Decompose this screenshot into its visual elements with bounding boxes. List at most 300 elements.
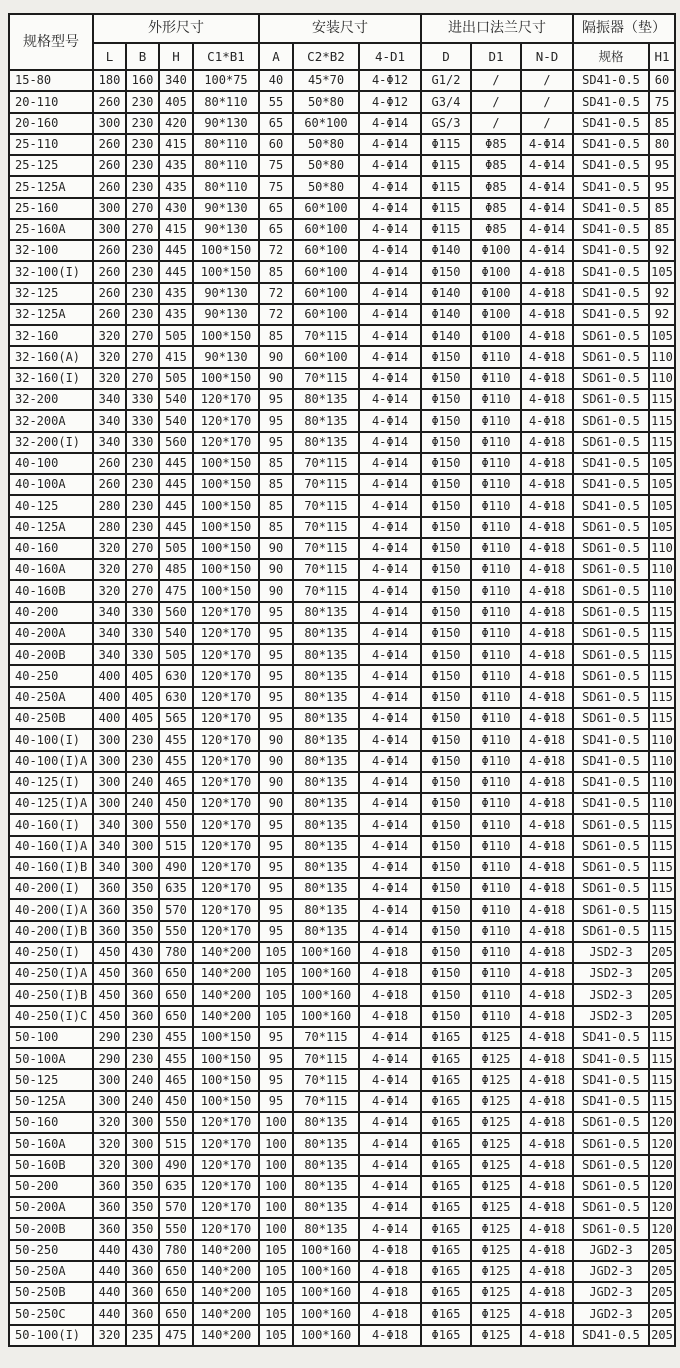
value-cell: 450 xyxy=(93,942,126,963)
value-cell: 110 xyxy=(649,729,675,750)
model-cell: 50-250 xyxy=(9,1240,93,1261)
table-row xyxy=(9,1325,675,1346)
value-cell: 95 xyxy=(259,410,293,431)
value-cell: 4-Φ14 xyxy=(359,1197,421,1218)
value-cell: 90 xyxy=(259,772,293,793)
model-cell: 40-200(I)B xyxy=(9,921,93,942)
model-cell: 40-250 xyxy=(9,665,93,686)
table-row xyxy=(9,580,675,601)
value-cell: 80*135 xyxy=(293,432,359,453)
value-cell: 505 xyxy=(159,538,193,559)
value-cell: 340 xyxy=(93,623,126,644)
header-col-B: B xyxy=(126,43,159,70)
value-cell: 4-Φ18 xyxy=(521,729,573,750)
value-cell: Φ125 xyxy=(471,1261,521,1282)
model-cell: 32-125A xyxy=(9,304,93,325)
value-cell: 4-Φ14 xyxy=(359,1155,421,1176)
value-cell: 440 xyxy=(93,1303,126,1324)
value-cell: Φ150 xyxy=(421,751,471,772)
value-cell: 80*135 xyxy=(293,793,359,814)
value-cell: 4-Φ18 xyxy=(521,899,573,920)
value-cell: 260 xyxy=(93,453,126,474)
value-cell: Φ110 xyxy=(471,921,521,942)
value-cell: 420 xyxy=(159,113,193,134)
value-cell: 4-Φ18 xyxy=(521,580,573,601)
value-cell: 300 xyxy=(93,1069,126,1090)
value-cell: 4-Φ14 xyxy=(521,155,573,176)
value-cell: 120*170 xyxy=(193,836,259,857)
value-cell: 350 xyxy=(126,921,159,942)
value-cell: 120*170 xyxy=(193,899,259,920)
model-cell: 40-250(I)A xyxy=(9,963,93,984)
value-cell: 320 xyxy=(93,368,126,389)
value-cell: JGD2-3 xyxy=(573,1282,649,1303)
value-cell: SD61-0.5 xyxy=(573,346,649,367)
value-cell: 4-Φ14 xyxy=(359,1069,421,1090)
value-cell: 120*170 xyxy=(193,644,259,665)
value-cell: 630 xyxy=(159,665,193,686)
value-cell: Φ110 xyxy=(471,942,521,963)
value-cell: Φ150 xyxy=(421,1006,471,1027)
value-cell: 230 xyxy=(126,453,159,474)
value-cell: 650 xyxy=(159,1282,193,1303)
value-cell: 4-Φ18 xyxy=(521,793,573,814)
table-row xyxy=(9,899,675,920)
value-cell: 4-Φ18 xyxy=(521,772,573,793)
value-cell: 320 xyxy=(93,1112,126,1133)
value-cell: 230 xyxy=(126,240,159,261)
value-cell: Φ140 xyxy=(421,283,471,304)
table-row xyxy=(9,346,675,367)
value-cell: 240 xyxy=(126,793,159,814)
value-cell: 115 xyxy=(649,708,675,729)
value-cell: 70*115 xyxy=(293,1069,359,1090)
model-cell: 40-200 xyxy=(9,602,93,623)
table-row xyxy=(9,984,675,1005)
value-cell: 300 xyxy=(126,836,159,857)
value-cell: 60*100 xyxy=(293,198,359,219)
value-cell: 540 xyxy=(159,623,193,644)
value-cell: 95 xyxy=(259,921,293,942)
value-cell: Φ85 xyxy=(471,176,521,197)
value-cell: Φ125 xyxy=(471,1325,521,1346)
value-cell: 4-Φ18 xyxy=(521,389,573,410)
value-cell: 80*135 xyxy=(293,1218,359,1239)
value-cell: 290 xyxy=(93,1048,126,1069)
value-cell: 100*150 xyxy=(193,1091,259,1112)
value-cell: 70*115 xyxy=(293,559,359,580)
value-cell: Φ100 xyxy=(471,304,521,325)
model-cell: 50-125A xyxy=(9,1091,93,1112)
value-cell: 290 xyxy=(93,1027,126,1048)
value-cell: Φ150 xyxy=(421,623,471,644)
value-cell: 140*200 xyxy=(193,984,259,1005)
table-row xyxy=(9,1197,675,1218)
value-cell: 230 xyxy=(126,283,159,304)
value-cell: 4-Φ18 xyxy=(521,261,573,282)
value-cell: 400 xyxy=(93,687,126,708)
value-cell: 115 xyxy=(649,644,675,665)
value-cell: 4-Φ14 xyxy=(359,687,421,708)
value-cell: SD61-0.5 xyxy=(573,410,649,431)
value-cell: SD41-0.5 xyxy=(573,198,649,219)
value-cell: 4-Φ18 xyxy=(521,751,573,772)
table-row xyxy=(9,1133,675,1154)
value-cell: 4-Φ14 xyxy=(359,729,421,750)
value-cell: 340 xyxy=(93,644,126,665)
value-cell: 95 xyxy=(259,1069,293,1090)
value-cell: 50*80 xyxy=(293,91,359,112)
value-cell: 4-Φ14 xyxy=(359,368,421,389)
value-cell: 4-Φ18 xyxy=(521,602,573,623)
value-cell: 80*135 xyxy=(293,708,359,729)
value-cell: 4-Φ14 xyxy=(521,198,573,219)
value-cell: 320 xyxy=(93,346,126,367)
value-cell: Φ150 xyxy=(421,921,471,942)
table-header xyxy=(9,14,675,70)
value-cell: SD41-0.5 xyxy=(573,793,649,814)
header-group-flange-dimensions: 进出口法兰尺寸 xyxy=(421,14,573,43)
value-cell: 4-Φ18 xyxy=(359,1282,421,1303)
value-cell: 240 xyxy=(126,1069,159,1090)
value-cell: 300 xyxy=(126,1155,159,1176)
model-cell: 40-100(I) xyxy=(9,729,93,750)
value-cell: 70*115 xyxy=(293,474,359,495)
value-cell: 160 xyxy=(126,70,159,91)
value-cell: 4-Φ18 xyxy=(521,1325,573,1346)
value-cell: Φ140 xyxy=(421,304,471,325)
value-cell: 120*170 xyxy=(193,602,259,623)
value-cell: 120*170 xyxy=(193,1112,259,1133)
value-cell: 90*130 xyxy=(193,346,259,367)
value-cell: SD41-0.5 xyxy=(573,261,649,282)
value-cell: 70*115 xyxy=(293,580,359,601)
value-cell: 120*170 xyxy=(193,1197,259,1218)
table-row xyxy=(9,474,675,495)
value-cell: 100*150 xyxy=(193,474,259,495)
value-cell: 60 xyxy=(649,70,675,91)
value-cell: 120 xyxy=(649,1218,675,1239)
value-cell: 80*135 xyxy=(293,751,359,772)
value-cell: 120*170 xyxy=(193,793,259,814)
value-cell: 70*115 xyxy=(293,1027,359,1048)
value-cell: 105 xyxy=(649,495,675,516)
spec-table xyxy=(8,13,676,1347)
value-cell: 260 xyxy=(93,91,126,112)
table-row xyxy=(9,1027,675,1048)
value-cell: 260 xyxy=(93,304,126,325)
value-cell: 4-Φ12 xyxy=(359,91,421,112)
model-cell: 32-125 xyxy=(9,283,93,304)
value-cell: JSD2-3 xyxy=(573,963,649,984)
model-cell: 40-160(I)A xyxy=(9,836,93,857)
value-cell: 100 xyxy=(259,1112,293,1133)
value-cell: 110 xyxy=(649,368,675,389)
value-cell: JSD2-3 xyxy=(573,984,649,1005)
header-sub-row xyxy=(9,43,675,70)
model-cell: 15-80 xyxy=(9,70,93,91)
value-cell: 100*75 xyxy=(193,70,259,91)
value-cell: 120*170 xyxy=(193,857,259,878)
value-cell: 4-Φ14 xyxy=(359,580,421,601)
value-cell: 4-Φ18 xyxy=(521,1027,573,1048)
value-cell: 230 xyxy=(126,91,159,112)
value-cell: SD41-0.5 xyxy=(573,283,649,304)
model-cell: 40-125(I)A xyxy=(9,793,93,814)
value-cell: 300 xyxy=(126,1112,159,1133)
value-cell: 415 xyxy=(159,346,193,367)
value-cell: Φ150 xyxy=(421,389,471,410)
model-cell: 40-250B xyxy=(9,708,93,729)
value-cell: 455 xyxy=(159,729,193,750)
value-cell: Φ165 xyxy=(421,1133,471,1154)
value-cell: 60*100 xyxy=(293,346,359,367)
value-cell: 4-Φ14 xyxy=(521,240,573,261)
value-cell: 80*135 xyxy=(293,1133,359,1154)
value-cell: 85 xyxy=(649,113,675,134)
value-cell: 4-Φ18 xyxy=(521,1069,573,1090)
value-cell: 105 xyxy=(259,942,293,963)
value-cell: 405 xyxy=(126,708,159,729)
value-cell: / xyxy=(521,70,573,91)
value-cell: 4-Φ14 xyxy=(359,602,421,623)
table-row xyxy=(9,453,675,474)
value-cell: 100*160 xyxy=(293,942,359,963)
value-cell: 445 xyxy=(159,474,193,495)
value-cell: 120 xyxy=(649,1112,675,1133)
value-cell: 80 xyxy=(649,134,675,155)
value-cell: 85 xyxy=(649,219,675,240)
value-cell: 120*170 xyxy=(193,1176,259,1197)
model-cell: 40-100A xyxy=(9,474,93,495)
value-cell: 85 xyxy=(259,474,293,495)
value-cell: 4-Φ14 xyxy=(359,155,421,176)
value-cell: 330 xyxy=(126,602,159,623)
value-cell: 565 xyxy=(159,708,193,729)
value-cell: 80*135 xyxy=(293,836,359,857)
value-cell: 230 xyxy=(126,176,159,197)
value-cell: Φ150 xyxy=(421,814,471,835)
value-cell: 80*135 xyxy=(293,1197,359,1218)
value-cell: 360 xyxy=(126,963,159,984)
value-cell: 4-Φ18 xyxy=(521,559,573,580)
value-cell: 4-Φ18 xyxy=(521,453,573,474)
value-cell: 260 xyxy=(93,134,126,155)
value-cell: 60*100 xyxy=(293,219,359,240)
value-cell: 505 xyxy=(159,644,193,665)
value-cell: Φ150 xyxy=(421,261,471,282)
value-cell: Φ110 xyxy=(471,580,521,601)
value-cell: SD41-0.5 xyxy=(573,729,649,750)
value-cell: Φ150 xyxy=(421,772,471,793)
value-cell: 4-Φ18 xyxy=(521,325,573,346)
model-cell: 50-200A xyxy=(9,1197,93,1218)
value-cell: 4-Φ18 xyxy=(521,708,573,729)
value-cell: Φ115 xyxy=(421,134,471,155)
value-cell: 550 xyxy=(159,1112,193,1133)
value-cell: 230 xyxy=(126,261,159,282)
value-cell: 4-Φ18 xyxy=(521,921,573,942)
value-cell: 72 xyxy=(259,240,293,261)
value-cell: 120*170 xyxy=(193,389,259,410)
value-cell: 4-Φ14 xyxy=(359,899,421,920)
value-cell: Φ125 xyxy=(471,1027,521,1048)
value-cell: Φ110 xyxy=(471,687,521,708)
value-cell: 4-Φ18 xyxy=(521,1091,573,1112)
header-col-isolator-spec: 规格 xyxy=(573,43,649,70)
value-cell: JSD2-3 xyxy=(573,1006,649,1027)
value-cell: 70*115 xyxy=(293,517,359,538)
value-cell: 90 xyxy=(259,729,293,750)
value-cell: 4-Φ14 xyxy=(359,708,421,729)
value-cell: 4-Φ18 xyxy=(521,1303,573,1324)
value-cell: 105 xyxy=(259,963,293,984)
value-cell: 4-Φ14 xyxy=(359,644,421,665)
value-cell: 80*135 xyxy=(293,665,359,686)
value-cell: 115 xyxy=(649,857,675,878)
value-cell: Φ150 xyxy=(421,602,471,623)
value-cell: 120*170 xyxy=(193,751,259,772)
value-cell: Φ110 xyxy=(471,751,521,772)
value-cell: 270 xyxy=(126,198,159,219)
value-cell: 240 xyxy=(126,1091,159,1112)
table-row xyxy=(9,240,675,261)
table-row xyxy=(9,559,675,580)
value-cell: 90*130 xyxy=(193,283,259,304)
value-cell: 4-Φ18 xyxy=(521,1197,573,1218)
value-cell: 110 xyxy=(649,580,675,601)
value-cell: SD61-0.5 xyxy=(573,644,649,665)
table-row xyxy=(9,1155,675,1176)
value-cell: 4-Φ14 xyxy=(359,836,421,857)
value-cell: 4-Φ14 xyxy=(521,219,573,240)
value-cell: 4-Φ14 xyxy=(359,921,421,942)
value-cell: Φ110 xyxy=(471,836,521,857)
value-cell: 270 xyxy=(126,219,159,240)
value-cell: 4-Φ14 xyxy=(359,538,421,559)
value-cell: 330 xyxy=(126,410,159,431)
table-row xyxy=(9,1048,675,1069)
value-cell: SD61-0.5 xyxy=(573,687,649,708)
value-cell: 230 xyxy=(126,495,159,516)
value-cell: Φ110 xyxy=(471,984,521,1005)
value-cell: 100 xyxy=(259,1218,293,1239)
value-cell: 270 xyxy=(126,325,159,346)
value-cell: 140*200 xyxy=(193,1240,259,1261)
value-cell: 105 xyxy=(259,1282,293,1303)
value-cell: 340 xyxy=(93,410,126,431)
value-cell: Φ150 xyxy=(421,432,471,453)
table-row xyxy=(9,113,675,134)
table-row xyxy=(9,198,675,219)
value-cell: SD41-0.5 xyxy=(573,70,649,91)
table-row xyxy=(9,538,675,559)
model-cell: 32-100(I) xyxy=(9,261,93,282)
value-cell: 445 xyxy=(159,261,193,282)
value-cell: 4-Φ14 xyxy=(359,113,421,134)
value-cell: 100*150 xyxy=(193,517,259,538)
value-cell: 230 xyxy=(126,155,159,176)
model-cell: 32-200(I) xyxy=(9,432,93,453)
model-cell: 50-160A xyxy=(9,1133,93,1154)
value-cell: SD41-0.5 xyxy=(573,113,649,134)
model-cell: 50-125 xyxy=(9,1069,93,1090)
value-cell: 100 xyxy=(259,1155,293,1176)
value-cell: 4-Φ14 xyxy=(359,261,421,282)
value-cell: 415 xyxy=(159,134,193,155)
value-cell: 120 xyxy=(649,1176,675,1197)
value-cell: Φ110 xyxy=(471,793,521,814)
table-row xyxy=(9,729,675,750)
value-cell: 4-Φ18 xyxy=(521,1155,573,1176)
value-cell: Φ150 xyxy=(421,346,471,367)
value-cell: 115 xyxy=(649,389,675,410)
table-row xyxy=(9,176,675,197)
value-cell: 100*150 xyxy=(193,325,259,346)
value-cell: Φ85 xyxy=(471,198,521,219)
value-cell: 300 xyxy=(93,198,126,219)
value-cell: 80*135 xyxy=(293,687,359,708)
value-cell: / xyxy=(471,113,521,134)
value-cell: 80*135 xyxy=(293,623,359,644)
value-cell: Φ125 xyxy=(471,1176,521,1197)
value-cell: 445 xyxy=(159,453,193,474)
value-cell: Φ165 xyxy=(421,1112,471,1133)
value-cell: 80*110 xyxy=(193,155,259,176)
value-cell: 80*135 xyxy=(293,729,359,750)
value-cell: 635 xyxy=(159,1176,193,1197)
value-cell: 360 xyxy=(93,878,126,899)
value-cell: 95 xyxy=(259,1027,293,1048)
value-cell: Φ165 xyxy=(421,1048,471,1069)
value-cell: 100*160 xyxy=(293,984,359,1005)
table-row xyxy=(9,836,675,857)
value-cell: 80*135 xyxy=(293,921,359,942)
table-row xyxy=(9,304,675,325)
table-row xyxy=(9,91,675,112)
value-cell: Φ110 xyxy=(471,857,521,878)
value-cell: 430 xyxy=(126,1240,159,1261)
value-cell: 205 xyxy=(649,963,675,984)
value-cell: SD41-0.5 xyxy=(573,219,649,240)
model-cell: 40-200(I) xyxy=(9,878,93,899)
value-cell: 4-Φ14 xyxy=(359,559,421,580)
header-col-D: D xyxy=(421,43,471,70)
value-cell: 650 xyxy=(159,1006,193,1027)
value-cell: 95 xyxy=(259,899,293,920)
value-cell: Φ110 xyxy=(471,453,521,474)
value-cell: 4-Φ14 xyxy=(359,495,421,516)
value-cell: 515 xyxy=(159,1133,193,1154)
value-cell: 120*170 xyxy=(193,878,259,899)
model-cell: 40-100 xyxy=(9,453,93,474)
value-cell: 4-Φ18 xyxy=(359,1303,421,1324)
table-row xyxy=(9,963,675,984)
value-cell: 100*150 xyxy=(193,1048,259,1069)
value-cell: 405 xyxy=(159,91,193,112)
value-cell: 300 xyxy=(93,793,126,814)
table-row xyxy=(9,410,675,431)
value-cell: 120*170 xyxy=(193,623,259,644)
value-cell: SD61-0.5 xyxy=(573,1176,649,1197)
table-row xyxy=(9,1006,675,1027)
value-cell: 320 xyxy=(93,1155,126,1176)
table-row xyxy=(9,814,675,835)
value-cell: 50*80 xyxy=(293,176,359,197)
value-cell: 4-Φ14 xyxy=(359,432,421,453)
value-cell: 4-Φ14 xyxy=(359,751,421,772)
value-cell: 4-Φ18 xyxy=(521,1218,573,1239)
